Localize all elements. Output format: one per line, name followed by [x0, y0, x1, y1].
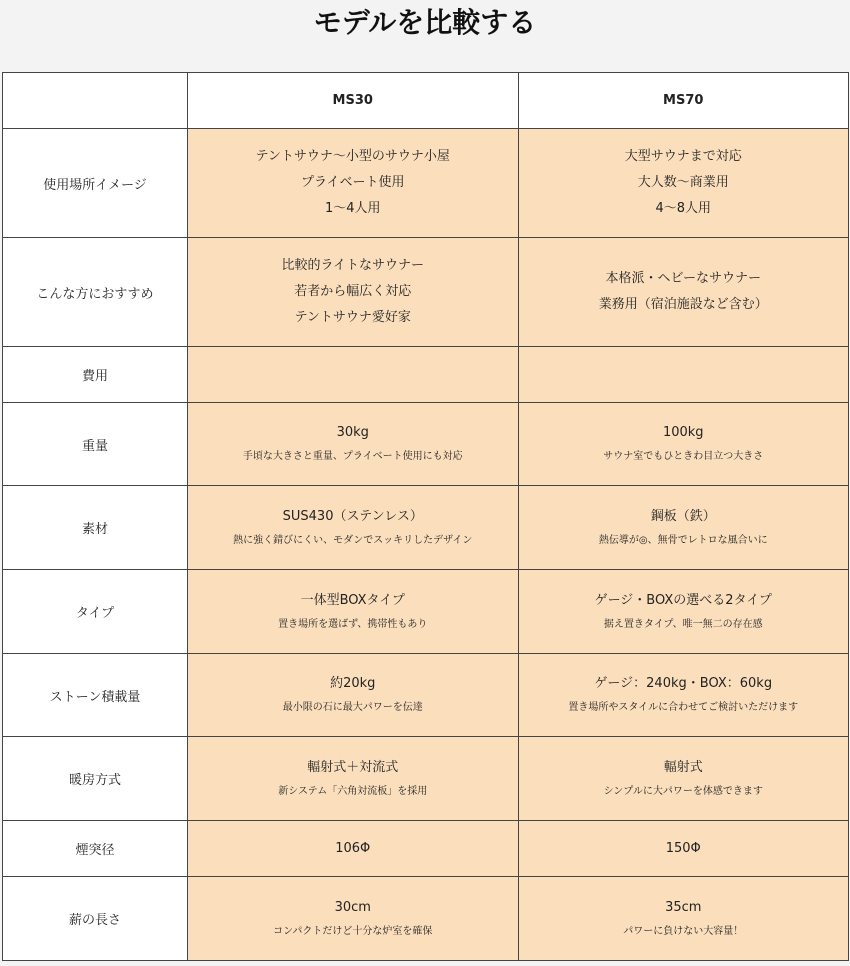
ms30-cell — [188, 877, 519, 961]
row-label: 素材 — [3, 486, 188, 570]
cell-main: ゲージ・BOXの選べる2タイプ — [594, 592, 772, 608]
ms30-cell — [188, 403, 519, 486]
cell-main: 輻射式 — [663, 759, 703, 775]
cell-sub: 据え置きタイプ、唯一無二の存在感 — [603, 618, 763, 630]
cell-sub: パワーに負けない大容量！ — [623, 925, 744, 937]
cell-main: 100kg — [662, 425, 704, 440]
cell-main: 106Φ — [335, 840, 371, 856]
ms30-cell — [188, 486, 519, 570]
cell-line: プライベート使用 — [300, 175, 405, 190]
cell-main: 30kg — [336, 425, 369, 440]
cell-line: 若者から幅広く対応 — [294, 284, 412, 299]
table-row — [3, 570, 849, 654]
ms30-cell — [188, 570, 519, 654]
cell-sub: コンパクトだけど十分な炉室を確保 — [273, 925, 433, 937]
ms70-cell — [518, 486, 849, 570]
cell-main: 鋼板（鉄） — [650, 508, 716, 524]
table-row — [3, 129, 849, 238]
table-row — [3, 403, 849, 486]
cell-line: 1〜4人用 — [324, 201, 381, 216]
ms70-cell — [518, 821, 849, 877]
row-label: こんな方におすすめ — [3, 238, 188, 347]
cell-main: 150Φ — [665, 840, 701, 856]
cell-main: 35cm — [665, 899, 702, 915]
row-label: 煙突径 — [3, 821, 188, 877]
ms30-cell — [188, 347, 519, 403]
cell-sub: サウナ室でもひときわ目立つ大きさ — [603, 451, 764, 462]
comparison-table — [2, 72, 849, 961]
table-row — [3, 238, 849, 347]
table-row — [3, 347, 849, 403]
table-header-row — [3, 73, 849, 129]
row-label: ストーン積載量 — [3, 654, 188, 737]
ms70-cell — [518, 877, 849, 961]
row-label: 使用場所イメージ — [3, 129, 188, 238]
column-header-ms30: MS30 — [188, 73, 519, 129]
ms30-cell — [188, 238, 519, 347]
cell-line: 本格派・ヘビーなサウナー — [605, 271, 761, 286]
cell-sub: 熱伝導が◎、無骨でレトロな風合いに — [598, 534, 768, 546]
header-empty-cell — [3, 73, 188, 129]
cell-sub: 置き場所やスタイルに合わせてご検討いただけます — [568, 702, 799, 713]
table-row — [3, 737, 849, 821]
cell-line: テントサウナ愛好家 — [294, 310, 411, 325]
ms30-cell — [188, 821, 519, 877]
cell-main: 一体型BOXタイプ — [300, 592, 405, 608]
table-row — [3, 821, 849, 877]
cell-main: ゲージ：240kg・BOX：60kg — [594, 676, 773, 691]
row-label: 重量 — [3, 403, 188, 486]
cell-sub: シンプルに大パワーを体感できます — [603, 785, 763, 797]
row-label: 暖房方式 — [3, 737, 188, 821]
ms70-cell — [518, 403, 849, 486]
cell-line: 比較的ライトなサウナー — [281, 258, 425, 273]
table-row — [3, 877, 849, 961]
ms70-cell — [518, 238, 849, 347]
table-row — [3, 654, 849, 737]
cell-main: 輻射式＋対流式 — [307, 759, 399, 775]
cell-line: 業務用（宿泊施設など含む） — [598, 297, 768, 312]
cell-main: 30cm — [334, 899, 371, 915]
cell-line: テントサウナ〜小型のサウナ小屋 — [255, 149, 450, 164]
cell-sub: 熱に強く錆びにくい、モダンでスッキリしたデザイン — [233, 534, 473, 546]
ms70-cell — [518, 570, 849, 654]
page-title: モデルを比較する — [313, 6, 537, 39]
column-header-ms70: MS70 — [518, 73, 849, 129]
ms30-cell — [188, 654, 519, 737]
ms70-cell — [518, 129, 849, 238]
row-label: タイプ — [3, 570, 188, 654]
cell-sub: 置き場所を選ばず、携帯性もあり — [278, 618, 428, 630]
cell-line: 大人数〜商業用 — [637, 175, 729, 190]
row-label: 薪の長さ — [3, 877, 188, 961]
cell-sub: 最小限の石に最大パワーを伝達 — [282, 702, 423, 713]
cell-sub: 新システム「六角対流板」を採用 — [278, 785, 428, 797]
cell-line: 大型サウナまで対応 — [624, 149, 742, 164]
ms70-cell — [518, 737, 849, 821]
ms30-cell — [188, 737, 519, 821]
ms70-cell — [518, 654, 849, 737]
cell-main: 約20kg — [330, 676, 376, 691]
cell-main: SUS430（ステンレス） — [282, 508, 423, 524]
ms70-cell — [518, 347, 849, 403]
table-row — [3, 486, 849, 570]
ms30-cell — [188, 129, 519, 238]
cell-sub: 手頃な大きさと重量、プライベート使用にも対応 — [242, 451, 463, 462]
row-label: 費用 — [3, 347, 188, 403]
cell-line: 4〜8人用 — [655, 201, 712, 216]
